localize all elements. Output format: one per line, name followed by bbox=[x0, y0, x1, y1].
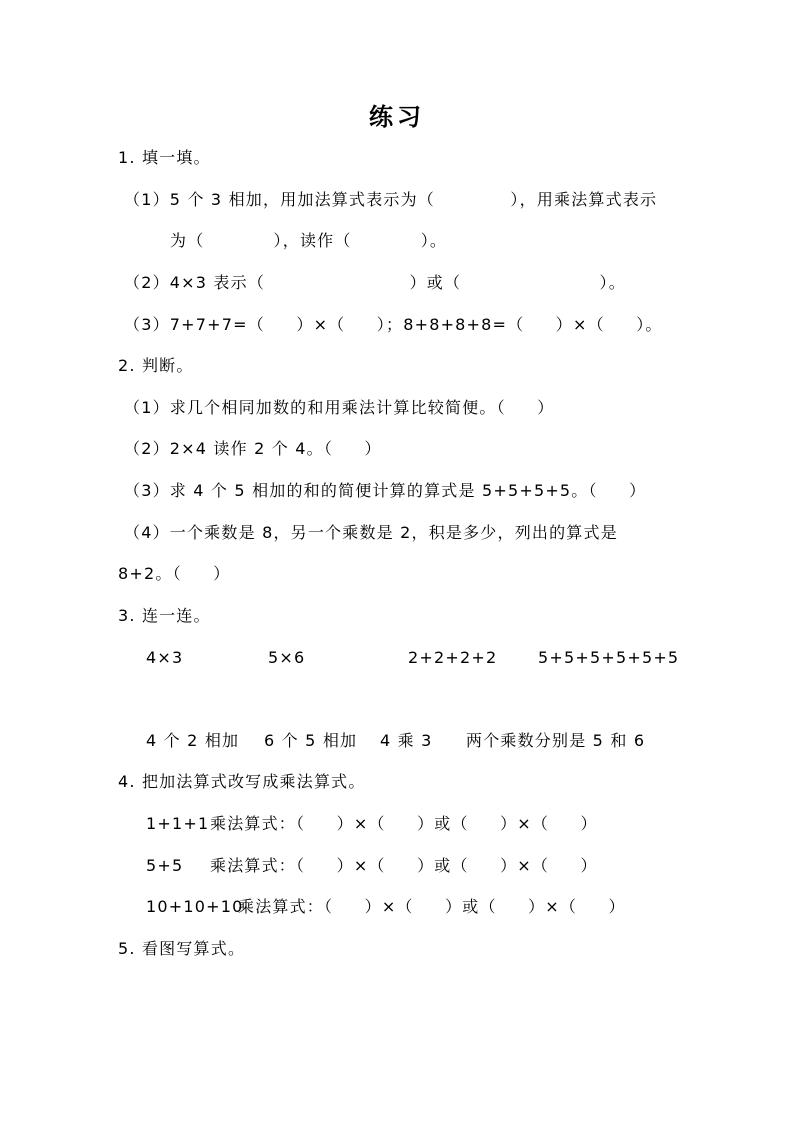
q2-heading: 2. 判断。 bbox=[118, 356, 194, 375]
q4-expr: 10+10+10 bbox=[146, 897, 244, 916]
q1-item1-line2: 为（ ），读作（ ）。 bbox=[170, 231, 448, 250]
q3-top-expr: 5+5+5+5+5+5 bbox=[538, 648, 680, 667]
q3-bottom-desc: 4 乘 3 bbox=[380, 731, 433, 750]
q4-answer-line: 乘法算式：（ ）×（ ）或（ ）×（ ） bbox=[210, 814, 598, 833]
q3-bottom-desc: 两个乘数分别是 5 和 6 bbox=[466, 731, 646, 750]
q1-item3: （3）7+7+7=（ ）×（ ）；8+8+8+8=（ ）×（ ）。 bbox=[124, 315, 663, 334]
q4-expr: 1+1+1 bbox=[146, 814, 210, 833]
q1-heading: 1. 填一填。 bbox=[118, 148, 211, 167]
q4-expr: 5+5 bbox=[146, 856, 184, 875]
q5-heading: 5. 看图写算式。 bbox=[118, 939, 246, 958]
q3-top-expr: 5×6 bbox=[268, 648, 306, 667]
q4-answer-line: 乘法算式：（ ）×（ ）或（ ）×（ ） bbox=[210, 856, 598, 875]
q3-top-expr: 4×3 bbox=[146, 648, 184, 667]
q2-item: （4）一个乘数是 8，另一个乘数是 2，积是多少，列出的算式是 bbox=[124, 523, 618, 542]
q2-item: （3）求 4 个 5 相加的和的简便计算的算式是 5+5+5+5。（ ） bbox=[124, 481, 647, 500]
page-title: 练习 bbox=[369, 103, 425, 131]
q3-bottom-desc: 4 个 2 相加 bbox=[146, 731, 240, 750]
q2-item4-continued: 8+2。（ ） bbox=[118, 564, 231, 583]
q4-answer-line: 乘法算式：（ ）×（ ）或（ ）×（ ） bbox=[238, 897, 626, 916]
q2-item: （1）求几个相同加数的和用乘法计算比较简便。（ ） bbox=[124, 398, 555, 417]
q4-heading: 4. 把加法算式改写成乘法算式。 bbox=[118, 772, 366, 791]
q3-top-expr: 2+2+2+2 bbox=[408, 648, 498, 667]
q3-bottom-desc: 6 个 5 相加 bbox=[264, 731, 358, 750]
q2-item: （2）2×4 读作 2 个 4。（ ） bbox=[124, 439, 382, 458]
q1-item1-line1: （1）5 个 3 相加，用加法算式表示为（ ），用乘法算式表示 bbox=[124, 190, 658, 209]
q1-item2: （2）4×3 表示（ ）或（ ）。 bbox=[124, 273, 626, 292]
q3-heading: 3. 连一连。 bbox=[118, 606, 211, 625]
